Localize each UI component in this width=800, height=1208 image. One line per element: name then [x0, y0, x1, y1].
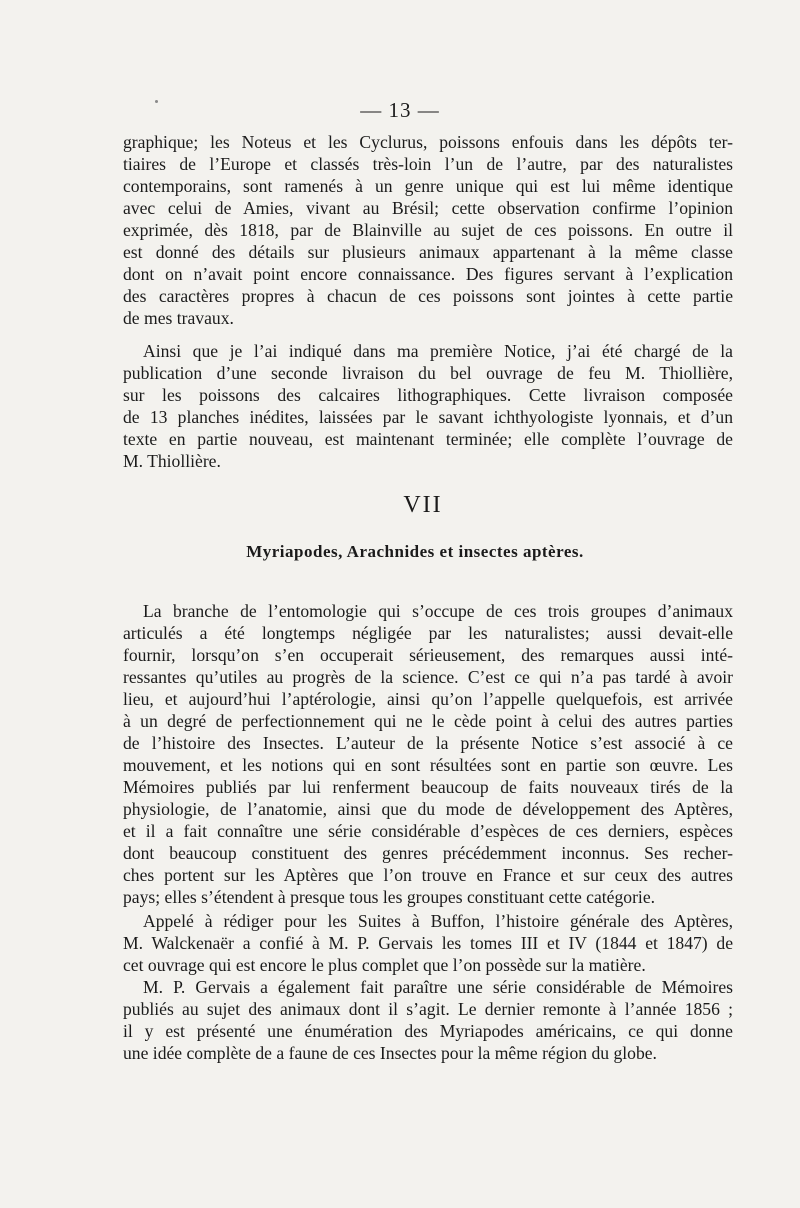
text-line: une idée complète de a faune de ces Insectes pour la même région du globe.: [123, 1043, 657, 1063]
text-line: publiés au sujet des animaux dont il s’agit. Le dernier remonte à l’année 1856 ;: [123, 999, 733, 1019]
text-line: tiaires de l’Europe et classés très-loin l’un de l’autre, par des naturalistes: [123, 154, 733, 174]
text-line: des caractères propres à chacun de ces poissons sont jointes à cette partie: [123, 286, 733, 306]
text-line: Mémoires publiés par lui renferment beaucoup de faits nouveaux tirés de la: [123, 777, 733, 797]
text-line: M. Walckenaër a confié à M. P. Gervais les tomes III et IV (1844 et 1847) de: [123, 933, 733, 953]
text-line: et il a fait connaître une série considérable d’espèces de ces derniers, espèces: [123, 821, 733, 841]
text-line: texte en partie nouveau, est maintenant terminée; elle complète l’ouvrage de: [123, 429, 733, 449]
text-line: La branche de l’entomologie qui s’occupe de ces trois groupes d’animaux: [143, 601, 733, 621]
text-line: de 13 planches inédites, laissées par le savant ichthyologiste lyonnais, et d’un: [123, 407, 733, 427]
text-line: mouvement, et les notions qui en sont résultées sont en partie son œuvre. Les: [123, 755, 733, 775]
section-title: Myriapodes, Arachnides et insectes aptères.: [246, 542, 584, 561]
text-line: Appelé à rédiger pour les Suites à Buffon, l’histoire générale des Aptères,: [143, 911, 733, 931]
text-line: dont on n’avait point encore connaissance. Des figures servant à l’explication: [123, 264, 733, 284]
text-line: ches portent sur les Aptères que l’on trouve en France et sur ceux des autres: [123, 865, 733, 885]
text-line: il y est présenté une énumération des Myriapodes américains, ce qui donne: [123, 1021, 733, 1041]
section-number: VII: [403, 492, 443, 518]
text-line: exprimée, dès 1818, par de Blainville au sujet de ces poissons. En outre il: [123, 220, 733, 240]
text-line: lieu, et aujourd’hui l’aptérologie, ainsi qu’on l’appelle quelquefois, est arrivée: [123, 689, 733, 709]
text-line: articulés a été longtemps négligée par les naturalistes; aussi devait-elle: [123, 623, 733, 643]
text-line: est donné des détails sur plusieurs animaux appartenant à la même classe: [123, 242, 733, 262]
text-line: dont beaucoup constituent des genres précédemment inconnus. Ses recher-: [123, 843, 733, 863]
text-line: cet ouvrage qui est encore le plus complet que l’on possède sur la matière.: [123, 955, 646, 975]
text-line: contemporains, sont ramenés à un genre unique qui est lui même identique: [123, 176, 733, 196]
text-line: graphique; les Noteus et les Cyclurus, poissons enfouis dans les dépôts ter-: [123, 132, 733, 152]
text-line: avec celui de Amies, vivant au Brésil; cette observation confirme l’opinion: [123, 198, 733, 218]
text-line: sur les poissons des calcaires lithographiques. Cette livraison composée: [123, 385, 733, 405]
page-number: — 13 —: [360, 98, 440, 122]
text-line: de mes travaux.: [123, 308, 234, 328]
text-line: à un degré de perfectionnement qui ne le cède point à celui des autres parties: [123, 711, 733, 731]
text-line: de l’histoire des Insectes. L’auteur de la présente Notice s’est associé à ce: [123, 733, 733, 753]
text-line: M. P. Gervais a également fait paraître une série considérable de Mémoires: [143, 977, 733, 997]
text-line: pays; elles s’étendent à presque tous les groupes constituant cette catégorie.: [123, 887, 656, 907]
text-line: M. Thiollière.: [123, 451, 221, 471]
text-line: Ainsi que je l’ai indiqué dans ma première Notice, j’ai été chargé de la: [143, 341, 733, 361]
text-line: fournir, lorsqu’on s’en occuperait sérieusement, des remarques aussi inté-: [123, 645, 733, 665]
text-line: publication d’une seconde livraison du bel ouvrage de feu M. Thiollière,: [123, 363, 733, 383]
text-line: ressantes qu’utiles au progrès de la science. C’est ce qui n’a pas tardé à avoir: [123, 667, 733, 687]
text-line: physiologie, de l’anatomie, ainsi que du mode de développement des Aptères,: [123, 799, 733, 819]
